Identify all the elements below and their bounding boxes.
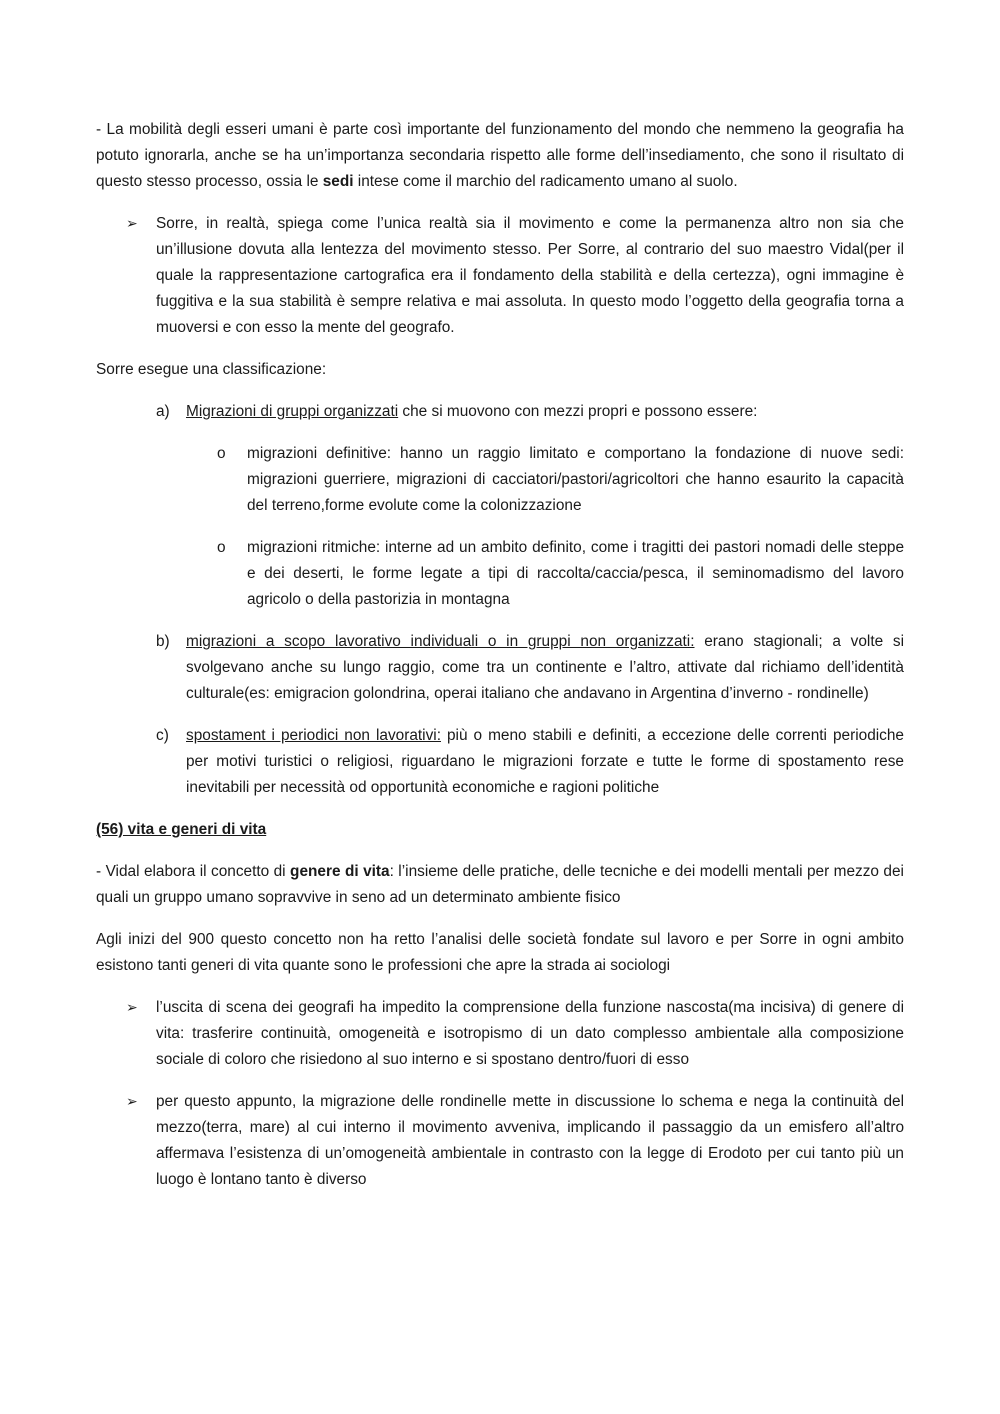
bold-term-genere-di-vita: genere di vita [290, 863, 390, 880]
document-page [96, 117, 904, 1209]
list-item-c-title: spostament i periodici non lavorativi: [186, 727, 441, 744]
bullet-rondinelle: ➢ per questo appunto, la migrazione delle rondinelle mette in discussione lo schema e nega la continuità del mezzo(terra, mare) al cui interno il movimento avveniva, implicando il passaggio da un emisfero all’altro affermava l’esistenza di un’omogeneità ambientale in contrasto con la legge di Erodoto per cui tanto più un luogo è lontano tanto è diverso [96, 1089, 904, 1193]
inizi-900-paragraph: Agli inizi del 900 questo concetto non ha retto l’analisi delle società fondate sul lavoro e per Sorre in ogni ambito esistono tanti generi di vita quante sono le professioni che apre la strada ai sociologi [96, 931, 904, 974]
circle-bullet-icon: o [217, 539, 226, 556]
bullet-uscita-di-scena: ➢ l’uscita di scena dei geografi ha impedito la comprensione della funzione nascosta(ma incisiva) di genere di vita: trasferire continuità, omogeneità e isotropismo di un dato complesso ambientale alla composizione sociale di coloro che risiedono al suo interno e si spostano dentro/fuori di esso [96, 995, 904, 1073]
bullet-sorre: ➢ Sorre, in realtà, spiega come l’unica realtà sia il movimento e come la permanenza altro non sia che un’illusione dovuta alla lentezza del movimento stesso. Per Sorre, al contrario del suo maestro Vidal(per il quale la rappresentazione cartografica era il fondamento della stabilità e della certezza), ogni immagine è fuggitiva e la sua stabilità è sempre relativa e mai assoluta. In questo modo l’oggetto della geografia torna a muoversi e con esso la mente del geografo. [96, 211, 904, 341]
genere-di-vita-paragraph: - Vidal elabora il concetto di genere di vita: l’insieme delle pratiche, delle tecniche e dei modelli mentali per mezzo dei quali un gruppo umano sopravvive in seno ad un determinato ambiente fisico [96, 863, 904, 906]
classification-intro: Sorre esegue una classificazione: [96, 361, 327, 378]
list-item-b: b) migrazioni a scopo lavorativo individuali o in gruppi non organizzati: erano stagionali; a volte si svolgevano anche su lungo raggio, come tra un continente e l’altro, attivate dal richiamo dell’identità culturale(es: emigracion golondrina, operai italiano che andavano in Argentina d’inverno - rondinelle) [156, 633, 904, 702]
section-heading: (56) vita e generi di vita [96, 821, 267, 838]
arrow-bullet-icon: ➢ [126, 1094, 138, 1110]
sub-item-definitive: o migrazioni definitive: hanno un raggio limitato e comportano la fondazione di nuove sedi: migrazioni guerriere, migrazioni di cacciatori/pastori/agricoltori che hanno esaurito la capacità del terreno,forme evolute come la colonizzazione [96, 441, 904, 519]
list-item-b-title: migrazioni a scopo lavorativo individuali o in gruppi non organizzati: [186, 633, 695, 650]
intro-paragraph: - La mobilità degli esseri umani è parte così importante del funzionamento del mondo che nemmeno la geografia ha potuto ignorarla, anche se ha un’importanza secondaria rispetto alle forme dell’insediamento, che sono il risultato di questo stesso processo, ossia le sedi intese come il marchio del radicamento umano al suolo. [96, 121, 904, 190]
sub-item-ritmiche: o migrazioni ritmiche: interne ad un ambito definito, come i tragitti dei pastori nomadi delle steppe e dei deserti, le forme legate a tipi di raccolta/caccia/pesca, il seminomadismo del lavoro agricolo o della pastorizia in montagna [96, 535, 904, 613]
arrow-bullet-icon: ➢ [126, 1000, 138, 1016]
list-item-a: a) Migrazioni di gruppi organizzati che si muovono con mezzi propri e possono essere: [156, 403, 758, 420]
bold-term-sedi: sedi [322, 173, 354, 190]
arrow-bullet-icon: ➢ [126, 216, 138, 232]
list-item-c: c) spostament i periodici non lavorativi: più o meno stabili e definiti, a eccezione delle correnti periodiche per motivi turistici o religiosi, riguardano le migrazioni forzate e tutte le forme di spostamento rese inevitabili per necessità od opportunità economiche e ragioni politiche [156, 727, 904, 796]
list-item-a-title: Migrazioni di gruppi organizzati [186, 403, 399, 420]
circle-bullet-icon: o [217, 445, 226, 462]
